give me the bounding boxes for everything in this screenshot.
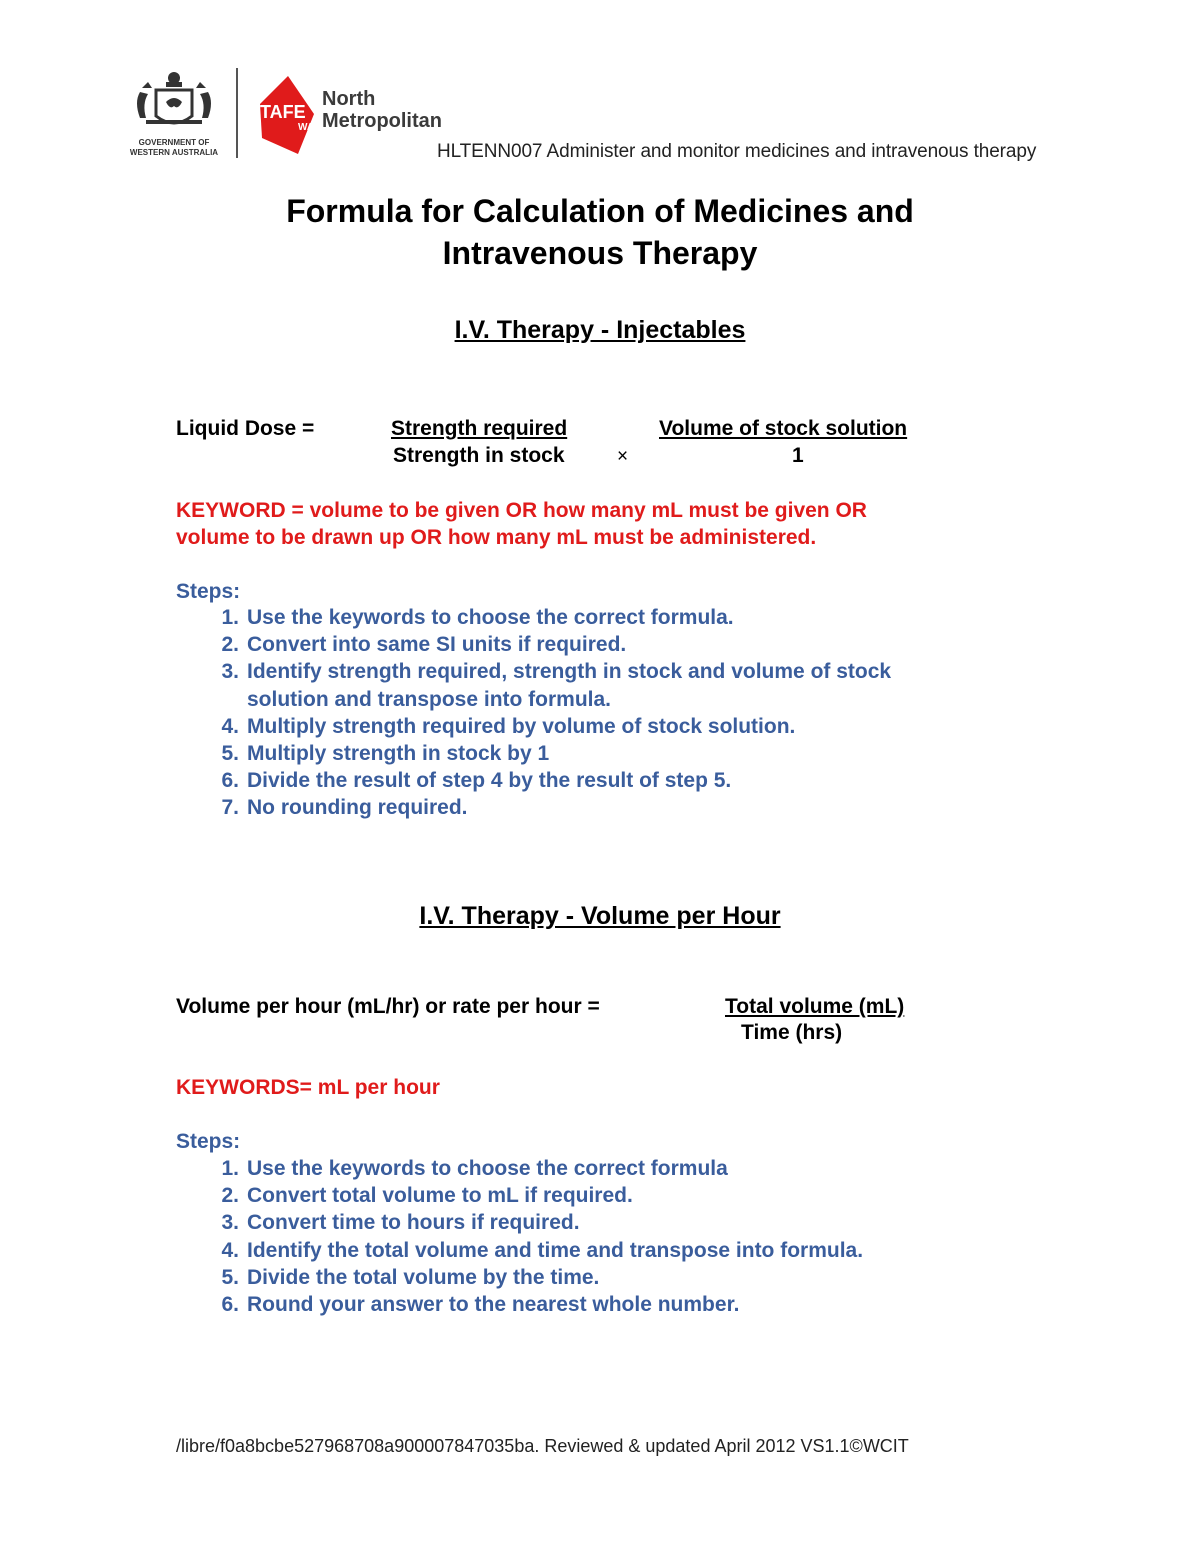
institute-name [322, 88, 442, 132]
list-item: 1. Use the keywords to choose the correct formula [221, 1157, 728, 1180]
steps-list-injectables [221, 604, 892, 822]
formula-denominator-one: 1 [792, 444, 804, 467]
list-item: 2. Convert into same SI units if required. [221, 633, 627, 657]
tafe-wa-logo [258, 74, 314, 156]
government-crest-logo [126, 68, 222, 160]
footer-text: /libre/f0a8bcbe527968708a900007847035ba. Reviewed & updated April 2012 VS1.1©WCIT [176, 1436, 909, 1456]
formula2-lhs: Volume per hour (mL/hr) or rate per hour = [176, 995, 600, 1018]
crest-text-line1: GOVERNMENT OF [138, 138, 210, 147]
unit-title: HLTENN007 Administer and monitor medicines and intravenous therapy [437, 141, 1037, 162]
list-item: 4. Multiply strength required by volume of stock solution. [221, 714, 796, 738]
list-item: 3. Identify strength required, strength in stock and volume of stock solution and transpose into formula. [221, 660, 892, 711]
tafe-logo-text: TAFE [260, 102, 306, 122]
keywords-label: KEYWORDS= mL per hour [176, 1076, 440, 1099]
list-item: 1. Use the keywords to choose the correct formula. [221, 606, 734, 629]
institute-name-line1: North [322, 88, 376, 110]
steps-label: Steps: [176, 580, 241, 603]
formula2-numerator-total-volume: Total volume (mL) [725, 995, 905, 1018]
formula-lhs: Liquid Dose = [176, 417, 315, 440]
list-item: 4. Identify the total volume and time and transpose into formula. [221, 1238, 864, 1262]
crest-text-line2: WESTERN AUSTRALIA [129, 148, 219, 157]
list-item: 5. Multiply strength in stock by 1 [221, 742, 550, 766]
list-item: 6. Round your answer to the nearest whole number. [221, 1293, 740, 1317]
page-title [0, 190, 1200, 274]
list-item: 5. Divide the total volume by the time. [221, 1265, 600, 1289]
formula-numerator-volume-stock: Volume of stock solution [659, 417, 908, 440]
section-heading-volume-per-hour: I.V. Therapy - Volume per Hour [419, 902, 781, 930]
formula-numerator-strength-required: Strength required [391, 417, 568, 440]
formula2-denominator-time: Time (hrs) [741, 1021, 843, 1044]
list-item: 7. No rounding required. [221, 796, 468, 820]
keyword-line1: KEYWORD = volume to be given OR how many mL must be given OR [176, 499, 867, 522]
list-item: 6. Divide the result of step 4 by the result of step 5. [221, 769, 732, 793]
institute-name-line2: Metropolitan [322, 110, 442, 132]
steps-list-volume-per-hour [221, 1155, 864, 1318]
logo-divider [236, 68, 238, 158]
keyword-line2: volume to be drawn up OR how many mL must be administered. [176, 526, 817, 549]
steps-label-2: Steps: [176, 1130, 241, 1153]
page-title-line1: Formula for Calculation of Medicines and [286, 193, 914, 229]
list-item: 2. Convert total volume to mL if required. [221, 1184, 633, 1208]
formula-multiply-operator: × [617, 446, 629, 467]
formula-denominator-strength-in-stock: Strength in stock [393, 444, 565, 467]
page-title-line2: Intravenous Therapy [442, 235, 758, 271]
list-item: 3. Convert time to hours if required. [221, 1211, 580, 1235]
section-heading-injectables: I.V. Therapy - Injectables [454, 316, 746, 344]
tafe-logo-sub: WA [298, 122, 314, 133]
